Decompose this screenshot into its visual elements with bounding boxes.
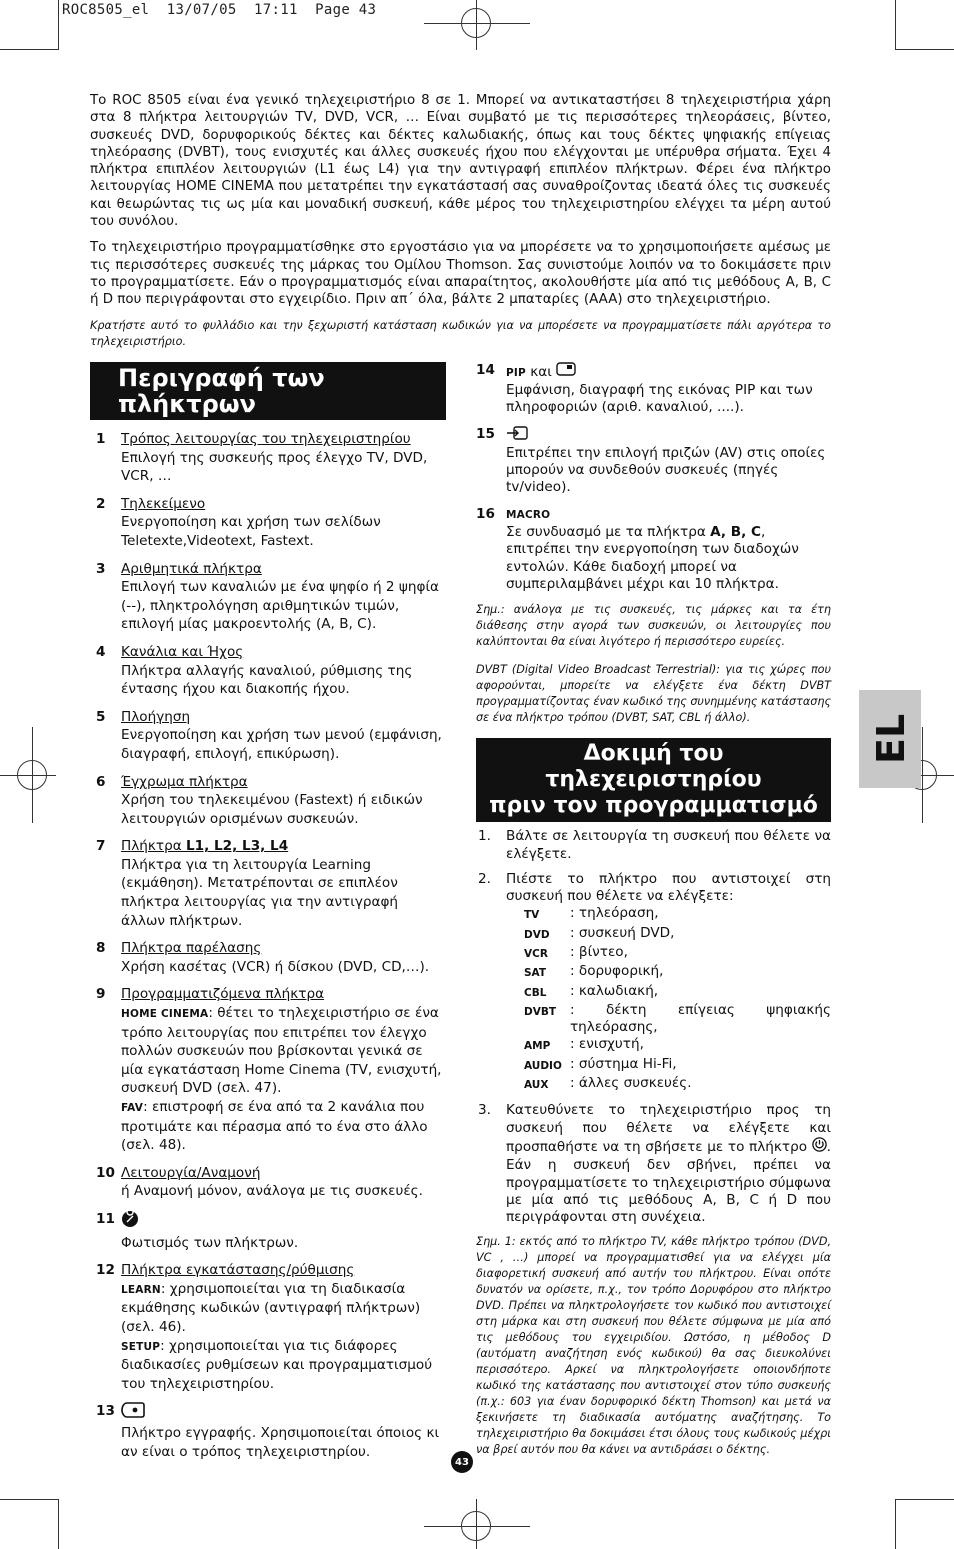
key-item-desc: Πλήκτρα αλλαγής καναλιού, ρύθμισης της έντασης ήχου και διακοπής ήχου. [121,662,413,698]
key-item-title: Προγραμματιζόμενα πλήκτρα [121,986,325,1003]
key-item [476,506,831,593]
step-number: 1. [478,828,491,845]
registration-line [424,23,530,24]
key-label: PIP [506,366,526,379]
key-item-sub [121,1004,446,1098]
key-item-sub-text: : θέτει το τηλεχειριστήριο σε ένα τρόπο λειτουργίας που επιτρέπει τον έλεγχο πολλών συσκευών που βρίσκονται γενικά σε μία εγκατάσταση Home Cinema (TV, ενισχυτή, συσκευή DVD (σελ. 47). [121,1005,442,1097]
power-icon [812,1137,827,1157]
device-row [506,944,831,963]
crop-mark [58,1499,59,1549]
key-item-sub [121,1098,446,1155]
crop-mark [896,49,954,50]
key-item-number: 5 [96,708,106,725]
key-item-title: Λειτουργία/Αναμονή [121,1164,261,1181]
key-item-sub-text: : επιστροφή σε ένα από τα 2 κανάλια που προτιμάτε και πέρασμα από το ένα στο άλλο (σελ. 48). [121,1099,428,1154]
key-item-number: 11 [96,1210,115,1227]
key-item-number: 13 [96,1403,115,1420]
key-item-number: 8 [96,940,106,957]
device-row [506,1002,831,1037]
page-number: 43 [451,1451,473,1473]
record-icon [121,1402,446,1424]
key-label: LEARN [121,1283,161,1296]
step-number: 3. [478,1102,491,1119]
device-row [506,1036,831,1055]
print-slug: ROC8505_el 13/07/05 17:11 Page 43 [62,2,377,18]
device-row [506,1075,831,1094]
step-text: Βάλτε σε λειτουργία τη συσκευή που θέλετε να ελέγξετε. [506,828,831,862]
device-key: TV [524,909,540,922]
key-item-number: 1 [96,431,106,447]
crop-mark [58,0,59,50]
device-value: : άλλες συσκευές. [570,1075,692,1092]
key-item-number: 4 [96,643,106,660]
key-item [90,1261,446,1393]
key-item-title: Πλοήγηση [121,708,191,725]
note-coverage: Σημ.: ανάλογα με τις συσκευές, τις μάρκες και τα έτη διάθεσης στην αγορά των συσκευών, οι λειτουργίες που καλύπτονται θα είναι λιγότερο ή περισσότερο ευρείες. [476,603,831,649]
crop-mark [0,1499,58,1500]
crop-mark [895,1499,896,1549]
device-key: SAT [524,967,547,980]
key-item-title [121,837,446,856]
note-dvbt: DVBT (Digital Video Broadcast Terrestrial): για τις χώρες που αφορούνται, μπορείτε να ελέγξετε ένα δέκτη DVBT προγραμματίζοντας έναν κωδικό της συνημμένης κατάστασης σε ένα πλήκτρο τρόπου (DVBT, SAT, CBL ή άλλο). [476,663,832,725]
test-title-line-2: πριν τον προγραμματισμό [489,793,818,819]
key-item-number: 6 [96,773,106,790]
step-text: Κατευθύνετε το τηλεχειριστήριο προς τη συσκευή που θέλετε να ελέγξετε και προσπαθήστε να τη σβήσετε με το πλήκτρο [506,1102,831,1156]
registration-line [476,1499,477,1549]
registration-line [424,1526,530,1527]
intro-paragraph-1: Το ROC 8505 είναι ένα γενικό τηλεχειριστήριο 8 σε 1. Μπορεί να αντικαταστήσει 8 τηλεχειριστήρια χάρη στα 8 πλήκτρα λειτουργιών TV, DVD, VCR, … Είναι συμβατό με τις περισσότερες τηλεοράσεις, βίντεο, συσκευές DVD, δορυφορικούς δέκτες και δέκτες καλωδιακής, όπως και τους δέκτες ψηφιακής επίγειας τηλεόρασης (DVBT), τους ενισχυτές και άλλες συσκευές ήχου που ελέγχονται με υπέρυθρα σήματα. Έχει 4 πλήκτρα επιπλέον λειτουργιών (L1 έως L4) για την αντιγραφή επιπλέον πλήκτρων. Φέρει ένα πλήκτρο λειτουργίας HOME CINEMA που μετατρέπει την εγκατάστασή σας συναθροίζοντας ιδεατά όλες τις συσκευές και θεωρώντας τις ως μία και μοναδική συσκευή, κάθε μέρος του τηλεχειριστηρίου ελέγχει τα μέρη αυτού του συνόλου. [90,93,831,230]
key-item [90,1402,446,1461]
key-item [90,708,446,764]
keys-description-column [90,362,446,1470]
key-item-desc: Πλήκτρα για τη λειτουργία Learning (εκμάθηση). Μετατρέπονται σε επιπλέον πλήκτρα λειτουργίας για την αντιγραφή άλλων πλήκτρων. [121,856,399,929]
key-item-number: 12 [96,1262,115,1279]
device-key: DVBT [524,1005,557,1018]
device-key: AMP [524,1040,551,1053]
intro-text [90,92,831,350]
device-key: CBL [524,986,547,999]
device-row [506,905,831,924]
note-mode-keys: Σημ. 1: εκτός από το πλήκτρο TV, κάθε πλήκτρο τρόπου (DVD, VC , …) μπορεί να προγραμματισθεί για να ελέγχει μία διαφορετική συσκευή από αυτήν του πλήκτρου. Είναι οπότε δυνατόν να ορίσετε, π.χ., τον τρόπο Δορυφόρου στο πλήκτρο DVD. Πρέπει να πληκτρολογήσετε τον κωδικό που αντιστοιχεί στη μάρκα και στη συσκευή που θέλετε σύμφωνα με μία από τις μεθόδους του εγχειριδίου. Ωστόσο, η μέθοδος D (αυτόματη αναζήτηση ενός κωδικού) θα σας διευκολύνει περισσότερο. Αρκεί να πληκτρολογήσετε οποιονδήποτε κωδικό της κατάστασης που αντιστοιχεί στον τύπο συσκευής (π.χ.: 603 για έναν δορυφορικό δέκτη Thomson) και μετά να ξεκινήσετε τη διαδικασία αυτόματης αναζήτησης. Το τηλεχειριστήριο θα δοκιμάσει έτσι όλους τους κωδικούς μέχρι να βρεί αυτόν που θα κάνει να αντιδράσει ο δέκτης. [476,1235,831,1457]
key-item-desc: Επιλογή των καναλιών με ένα ψηφίο ή 2 ψηφία (--), πληκτρολόγηση αριθμητικών τιμών, επιλογή μίας μακροεντολής (A, B, C). [121,579,440,633]
key-item-desc: Χρήση κασέτας (VCR) ή δίσκου (DVD, CD,…). [121,958,430,975]
key-item-desc: Φωτισμός των πλήκτρων. [121,1234,299,1251]
key-item-number: 3 [96,560,106,577]
test-steps [476,828,831,1226]
key-item-number: 9 [96,986,106,1003]
key-item [90,430,446,486]
test-section-title [476,738,831,822]
device-value: : δέκτη επίγειας ψηφιακής τηλεόρασης, [570,1001,831,1036]
test-step [476,828,831,863]
key-item-title: Τηλεκείμενο [121,495,206,512]
key-item-sub-text: : χρησιμοποιείται για τη διαδικασία εκμάθησης κωδικών (αντιγραφή πλήκτρων) (σελ. 46). [121,1280,421,1335]
key-item-title-bold: L1, L2, L3, L4 [186,838,289,855]
pip-icon [556,362,576,381]
key-item-desc: Ενεργοποίηση και χρήση των σελίδων Teletexte,Videotext, Fastext. [121,514,381,549]
crop-mark [0,49,58,50]
key-item [90,560,446,634]
key-item-title: Τρόπος λειτουργίας του τηλεχειριστηρίου [121,431,411,447]
key-item-title: Πλήκτρα εγκατάστασης/ρύθμισης [121,1262,355,1279]
key-item-desc: Ενεργοποίηση και χρήση των μενού (εμφάνιση, διαγραφή, επιλογή, επικύρωση). [121,727,442,762]
key-label: HOME CINEMA [121,1008,209,1021]
key-item-title: Πλήκτρα παρέλασης [121,940,262,957]
device-row [506,983,831,1002]
av-input-icon [506,426,528,445]
device-key: VCR [524,948,548,960]
device-value: : συσκευή DVD, [570,924,675,941]
device-value: : βίντεο, [570,944,628,960]
key-item-title: Κανάλια και Ήχος [121,643,244,660]
device-key: DVD [524,928,550,941]
key-item-desc-bold: A, B, C [710,524,762,541]
key-item-title-prefix: Πλήκτρα [121,838,186,855]
key-item-number: 15 [476,425,495,442]
key-item [90,939,446,976]
crop-mark [895,0,896,50]
key-item-desc: Επιτρέπει την επιλογή πριζών (AV) στις οποίες μπορούν να συνδεθούν συσκευές (πηγές tv/video). [506,444,826,496]
device-key: AUDIO [524,1059,562,1072]
device-value: : καλωδιακή, [570,982,659,999]
key-item-title: Αριθμητικά πλήκτρα [121,560,262,577]
device-row [506,1056,831,1075]
step-text: . Εάν η συσκευή δεν σβήνει, πρέπει να προγραμματίσετε το τηλεχειριστήριο σύμφωνα με μία από τις μεθόδους A, B, C ή D που περιγράφονται στη συνέχεια. [506,1139,831,1226]
device-value: : ενισχυτή, [570,1036,644,1053]
key-item-sub-text: : χρησιμοποιείται για τις διάφορες διαδικασίες ρυθμίσεων και προγραμματισμού του τηλεχειριστηρίου. [121,1337,433,1392]
keys-section-title: Περιγραφή των πλήκτρων [90,362,446,420]
key-item-sub [121,1337,446,1394]
key-item [90,837,446,930]
key-item-title: Έγχρωμα πλήκτρα [121,773,248,790]
connector-text: και [525,363,557,380]
step-text: Πιέστε το πλήκτρο που αντιστοιχεί στη συσκευή που θέλετε να ελέγξετε: [506,870,831,905]
key-item-title [506,364,576,380]
right-column [476,362,831,1470]
language-tab-label: EL [869,713,913,765]
key-item [90,985,446,1154]
light-bulb-icon [121,1210,446,1234]
device-value: : δορυφορική, [570,963,664,980]
key-item-sub [121,1280,446,1337]
registration-line [476,0,477,50]
key-item [90,643,446,699]
key-item-desc: Χρήση του τηλεκειμένου (Fastext) ή ειδικών λειτουργιών ορισμένων συσκευών. [121,792,423,827]
crop-mark [896,1499,954,1500]
key-item-number: 14 [476,362,495,378]
key-item-number: 2 [96,495,106,512]
key-item-desc: Επιλογή της συσκευής προς έλεγχο TV, DVD, VCR, … [121,449,428,485]
key-item [90,1164,446,1201]
key-item [90,773,446,829]
test-step [476,871,831,1095]
registration-line [922,727,923,823]
key-label: MACRO [506,508,551,521]
key-item-desc-rest: , επιτρέπει την ενεργοποίηση των διαδοχών εντολών. Κάθε διαδοχή μπορεί να συμπεριλαμβάνει μέχρι και 10 πλήκτρα. [506,524,799,592]
key-label: SETUP [121,1340,161,1353]
key-item-number: 7 [96,838,106,855]
key-item [476,362,831,417]
registration-line [32,727,33,823]
registration-line [0,775,56,776]
key-item-desc: Εμφάνιση, διαγραφή της εικόνας PIP και των πληροφοριών (αριθ. καναλιού, ....). [506,381,813,416]
intro-paragraph-2: Το τηλεχειριστήριο προγραμματίσθηκε στο εργοστάσιο για να μπορέσετε να το χρησιμοποιήσετε αμέσως με τις περισσότερες συσκευές της μάρκας του Ομίλου Thomson. Σας συνιστούμε λοιπόν να το δοκιμάσετε πριν το προγραμματίσετε. Εάν ο προγραμματισμός είναι απαραίτητος, ακολουθήστε μία από τις μεθόδους A, B, C ή D που περιγράφονται στο εγχειρίδιο. Πριν απ΄ όλα, βάλτε 2 μπαταρίες (AAA) στο τηλεχειριστήριο. [90,240,831,308]
device-row [506,963,831,982]
key-item [90,1210,446,1252]
key-item [476,426,831,497]
key-item-number: 16 [476,505,495,522]
device-row [506,925,831,944]
intro-note: Κρατήστε αυτό το φυλλάδιο και την ξεχωριστή κατάσταση κωδικών για να μπορέσετε να προγραμματίσετε πάλι αργότερα το τηλεχειριστήριο. [90,318,831,348]
key-item-desc-prefix: Σε συνδυασμό με τα πλήκτρα [506,524,711,541]
key-item-desc: ή Αναμονή μόνον, ανάλογα με τις συσκευές. [121,1183,423,1200]
test-step [476,1102,831,1226]
key-item [90,495,446,551]
step-number: 2. [478,870,491,887]
device-value: : τηλεόραση, [570,905,659,922]
key-item-desc [506,524,831,593]
key-label: FAV [121,1102,144,1114]
key-item-number: 10 [96,1164,115,1181]
test-title-line-1: Δοκιμή του τηλεχειριστηρίου [545,741,762,793]
device-key: AUX [524,1079,549,1092]
device-value: : σύστημα Hi-Fi, [570,1055,677,1072]
key-item-desc: Πλήκτρο εγγραφής. Χρησιμοποιείται όποιος κι αν είναι ο τρόπος τηλεχειριστηρίου. [121,1424,440,1460]
device-list [506,905,831,1094]
